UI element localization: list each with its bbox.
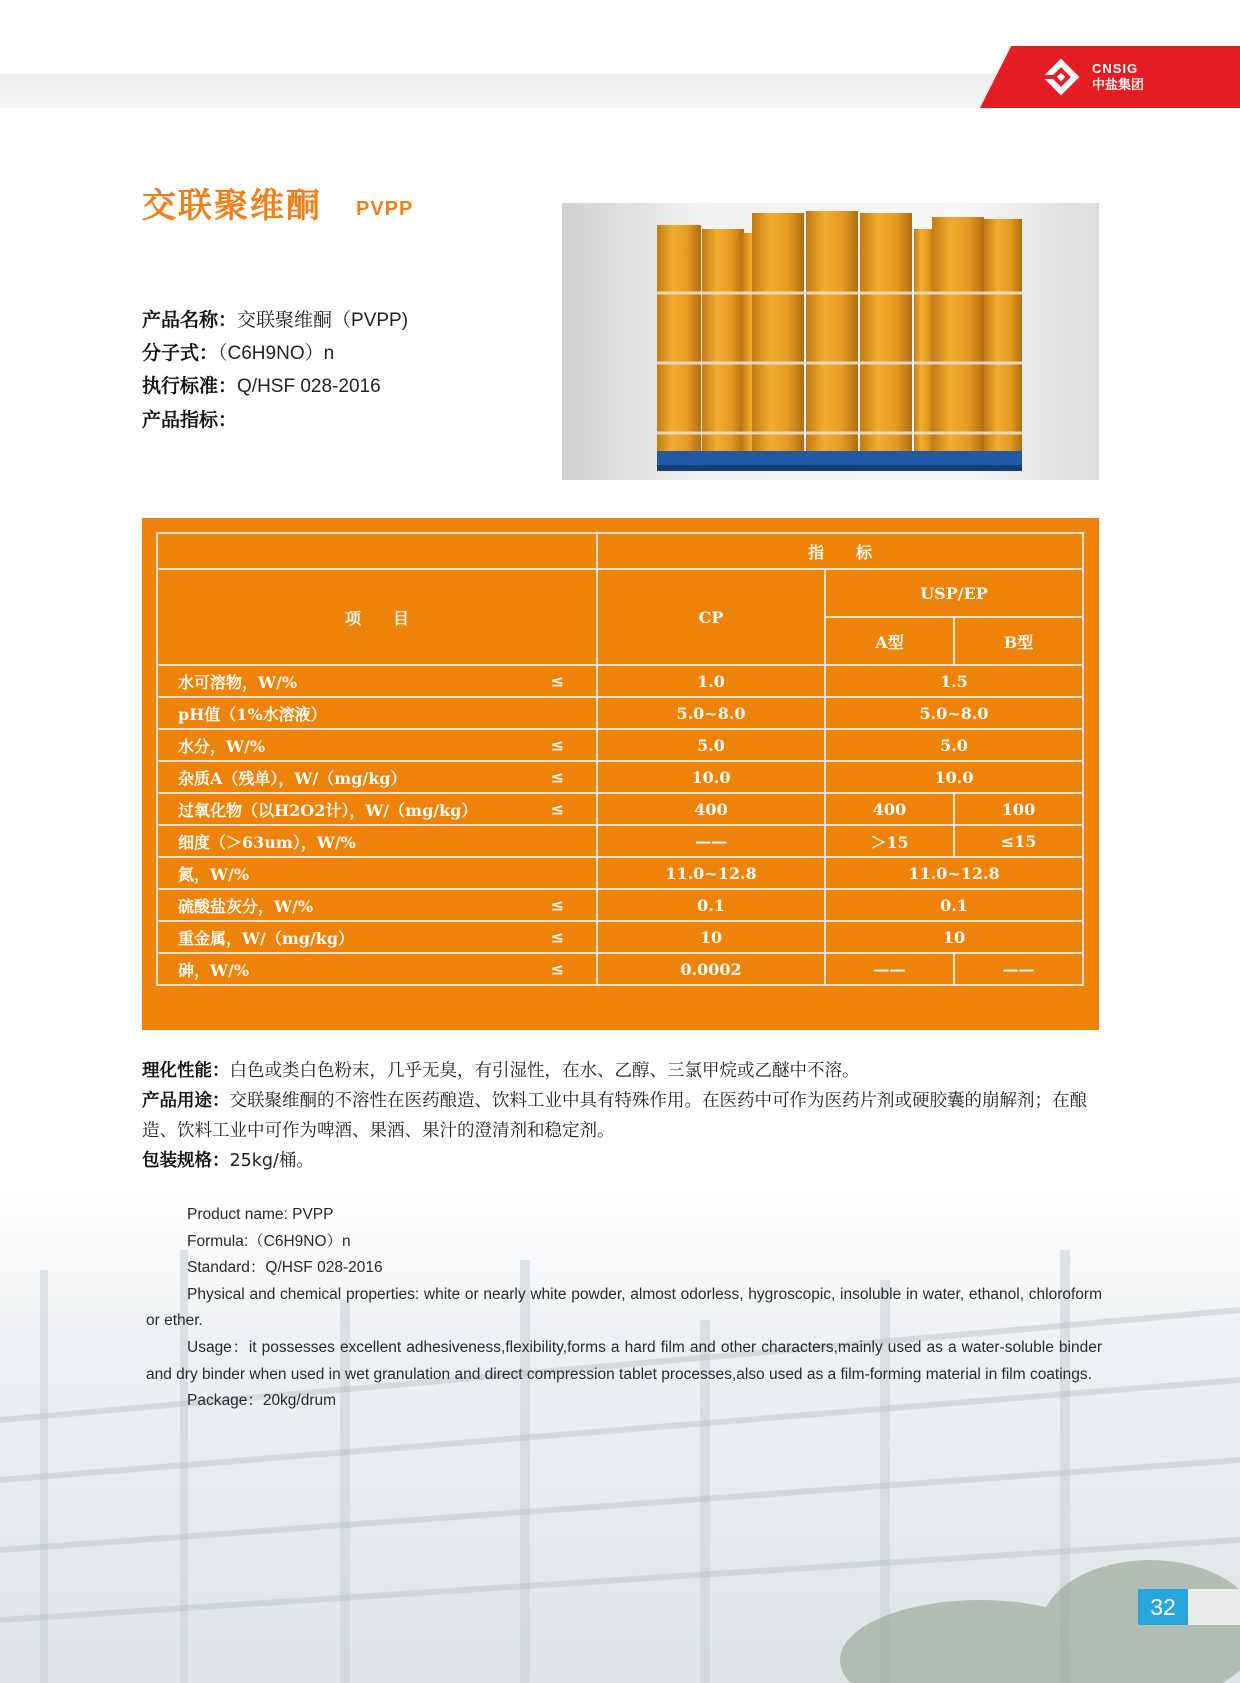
spec-formula [142,341,334,366]
pack-label: 包装规格： [142,1151,230,1171]
row-operator: ≤ [550,895,564,915]
row-operator: ≤ [550,671,564,691]
page-number: 32 [1138,1589,1188,1625]
row-usp-b-value: —— [954,953,1083,985]
props-text: 白色或类白色粉末，几乎无臭，有引湿性，在水、乙醇、三氯甲烷或乙醚中不溶。 [229,1061,860,1081]
spec-product-name [142,308,408,333]
row-cp-value: 10.0 [597,761,825,793]
table-row [157,921,1083,953]
row-item-label: 砷，W/% [178,960,250,980]
en-product-name: Product name: PVPP [187,1206,334,1223]
header-index: 指 标 [597,533,1083,569]
header-band [0,74,1010,108]
brand-logo-text [1092,61,1144,93]
table-row [157,761,1083,793]
english-description [146,1202,1102,1415]
row-item-label: 氮，W/% [178,864,250,884]
brand-name-cn: 中盐集团 [1092,77,1145,92]
row-item [157,825,597,857]
row-operator: ≤ [550,799,564,819]
spec-table-panel [142,518,1099,1030]
row-usp-a-value: 400 [825,793,954,825]
spec-value: Q/HSF 028-2016 [237,376,381,397]
row-cp-value: 10 [597,921,825,953]
table-header-row [157,533,1083,569]
row-usp-a-value: —— [825,953,954,985]
drums-illustration [562,203,1099,480]
header-type-b: B型 [954,617,1083,665]
row-cp-value: 400 [597,793,825,825]
row-usp-value: 10.0 [825,761,1083,793]
row-item [157,953,597,985]
row-cp-value: —— [597,825,825,857]
en-formula: Formula:（C6H9NO）n [187,1232,351,1250]
table-row [157,697,1083,729]
row-operator: ≤ [550,767,564,787]
row-cp-value: 5.0~8.0 [597,697,825,729]
row-item-label: 水可溶物，W/% [178,672,298,692]
product-title-cn: 交联聚维酮 [142,186,322,226]
en-standard: Standard：Q/HSF 028-2016 [187,1259,383,1277]
spec-label: 产品名称： [142,309,238,331]
spec-label: 产品指标： [142,409,238,431]
row-usp-value: 10 [825,921,1083,953]
row-item [157,665,597,697]
row-usp-value: 1.5 [825,665,1083,697]
table-header-row [157,569,1083,617]
table-row [157,729,1083,761]
en-package: Package：20kg/drum [187,1392,337,1410]
pack-text: 25kg/桶。 [229,1151,314,1171]
spec-indicators [142,408,237,432]
props-paragraph [142,1056,1102,1086]
row-usp-value: 5.0 [825,729,1083,761]
spec-label: 分子式： [142,342,219,364]
header-cp: CP [597,569,825,665]
row-item [157,761,597,793]
table-row [157,665,1083,697]
spec-table [156,532,1084,986]
row-usp-b-value: ≤15 [954,825,1083,857]
row-operator: ≤ [550,927,564,947]
row-item-label: 水分，W/% [178,736,266,756]
row-item-label: 细度（＞63um），W/% [178,832,356,852]
en-usage: Usage：it possesses excellent adhesiveness,flexibility,forms a hard film and other characters,mainly used as a water-soluble binder and dry binder when used in wet granulation and direct compression tablet processes,also used as a film-forming material in film coatings. [146,1338,1102,1383]
row-item [157,857,597,889]
brand-name-en: CNSIG [1092,61,1139,76]
cnsig-logo-icon [1042,58,1080,96]
props-label: 理化性能： [142,1061,230,1081]
header-type-a: A型 [825,617,954,665]
row-usp-a-value: ＞15 [825,825,954,857]
row-usp-b-value: 100 [954,793,1083,825]
row-item [157,889,597,921]
table-row [157,889,1083,921]
row-cp-value: 11.0~12.8 [597,857,825,889]
usage-label: 产品用途： [142,1091,230,1111]
header-item: 项 目 [157,569,597,665]
pack-paragraph [142,1146,1102,1176]
row-item-label: 杂质A（残单），W/（mg/kg） [178,768,407,788]
row-usp-value: 11.0~12.8 [825,857,1083,889]
row-item-label: 硫酸盐灰分，W/% [178,896,314,916]
row-item [157,921,597,953]
header-blank [157,533,597,569]
table-row [157,793,1083,825]
row-cp-value: 0.1 [597,889,825,921]
header-usp: USP/EP [825,569,1083,617]
row-item-label: 过氧化物（以H2O2计），W/（mg/kg） [178,800,478,820]
row-item-label: 重金属，W/（mg/kg） [178,928,355,948]
spec-value: 交联聚维酮（PVPP) [237,310,409,331]
product-title-en: PVPP [356,198,414,220]
usage-paragraph [142,1086,1102,1146]
row-item [157,729,597,761]
row-cp-value: 5.0 [597,729,825,761]
spec-label: 执行标准： [142,375,238,397]
page-number-tab [1188,1589,1240,1625]
table-row [157,825,1083,857]
row-cp-value: 0.0002 [597,953,825,985]
table-row [157,953,1083,985]
usage-text: 交联聚维酮的不溶性在医药酿造、饮料工业中具有特殊作用。在医药中可作为医药片剂或硬胶囊的崩解剂；在酿造、饮料工业中可作为啤酒、果酒、果汁的澄清剂和稳定剂。 [142,1091,1087,1141]
row-item-label: pH值（1%水溶液） [178,704,327,724]
en-properties: Physical and chemical properties: white or nearly white powder, almost odorless, hygroscopic, insoluble in water, ethanol, chloroform or ether. [146,1285,1102,1330]
row-usp-value: 0.1 [825,889,1083,921]
row-cp-value: 1.0 [597,665,825,697]
row-operator: ≤ [550,735,564,755]
row-usp-value: 5.0~8.0 [825,697,1083,729]
spec-standard [142,374,381,399]
product-photo [562,203,1099,480]
row-item [157,793,597,825]
spec-value: （C6H9NO）n [218,343,335,364]
table-row [157,857,1083,889]
row-operator: ≤ [550,959,564,979]
row-item [157,697,597,729]
